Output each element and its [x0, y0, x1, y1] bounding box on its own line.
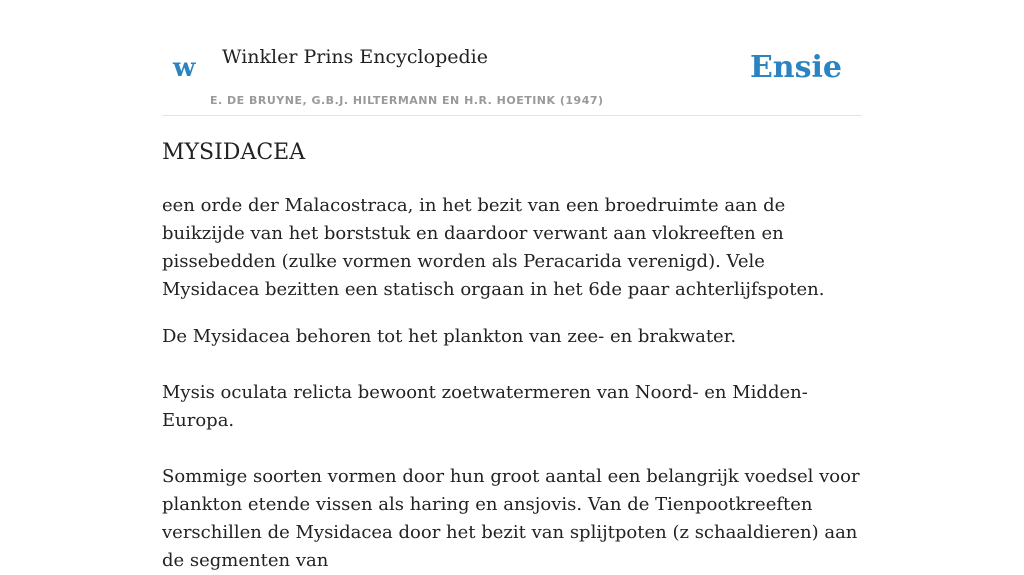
article-title: MYSIDACEA	[162, 140, 306, 165]
article-paragraph: Sommige soorten vormen door hun groot aantal een belangrijk voedsel voor plankton etende vissen als haring en ansjovis. Van de Tienpootkreeften verschillen de Mysidacea door het bezit van splijtpoten (z schaaldieren) aan de segmenten van	[162, 466, 860, 571]
winkler-prins-logo-icon[interactable]: w	[173, 53, 196, 83]
authors-line: E. DE BRUYNE, G.B.J. HILTERMANN EN H.R. HOETINK (1947)	[210, 94, 604, 107]
article-paragraph: Mysis oculata relicta bewoont zoetwatermeren van Noord- en Midden-Europa.	[162, 382, 808, 431]
article-paragraph: een orde der Malacostraca, in het bezit van een broedruimte aan de buikzijde van het borststuk en daardoor verwant aan vlokreeften en pissebedden (zulke vormen worden als Peracarida verenigd). Vele Mysidacea bezitten een statisch orgaan in het 6de paar achterlijfspoten.	[162, 195, 825, 300]
article-body	[162, 192, 867, 575]
encyclopedia-title[interactable]: Winkler Prins Encyclopedie	[222, 46, 488, 68]
article-paragraph: De Mysidacea behoren tot het plankton van zee- en brakwater.	[162, 326, 737, 347]
ensie-logo-link[interactable]: Ensie	[749, 50, 842, 85]
encyclopedia-header	[162, 40, 862, 116]
